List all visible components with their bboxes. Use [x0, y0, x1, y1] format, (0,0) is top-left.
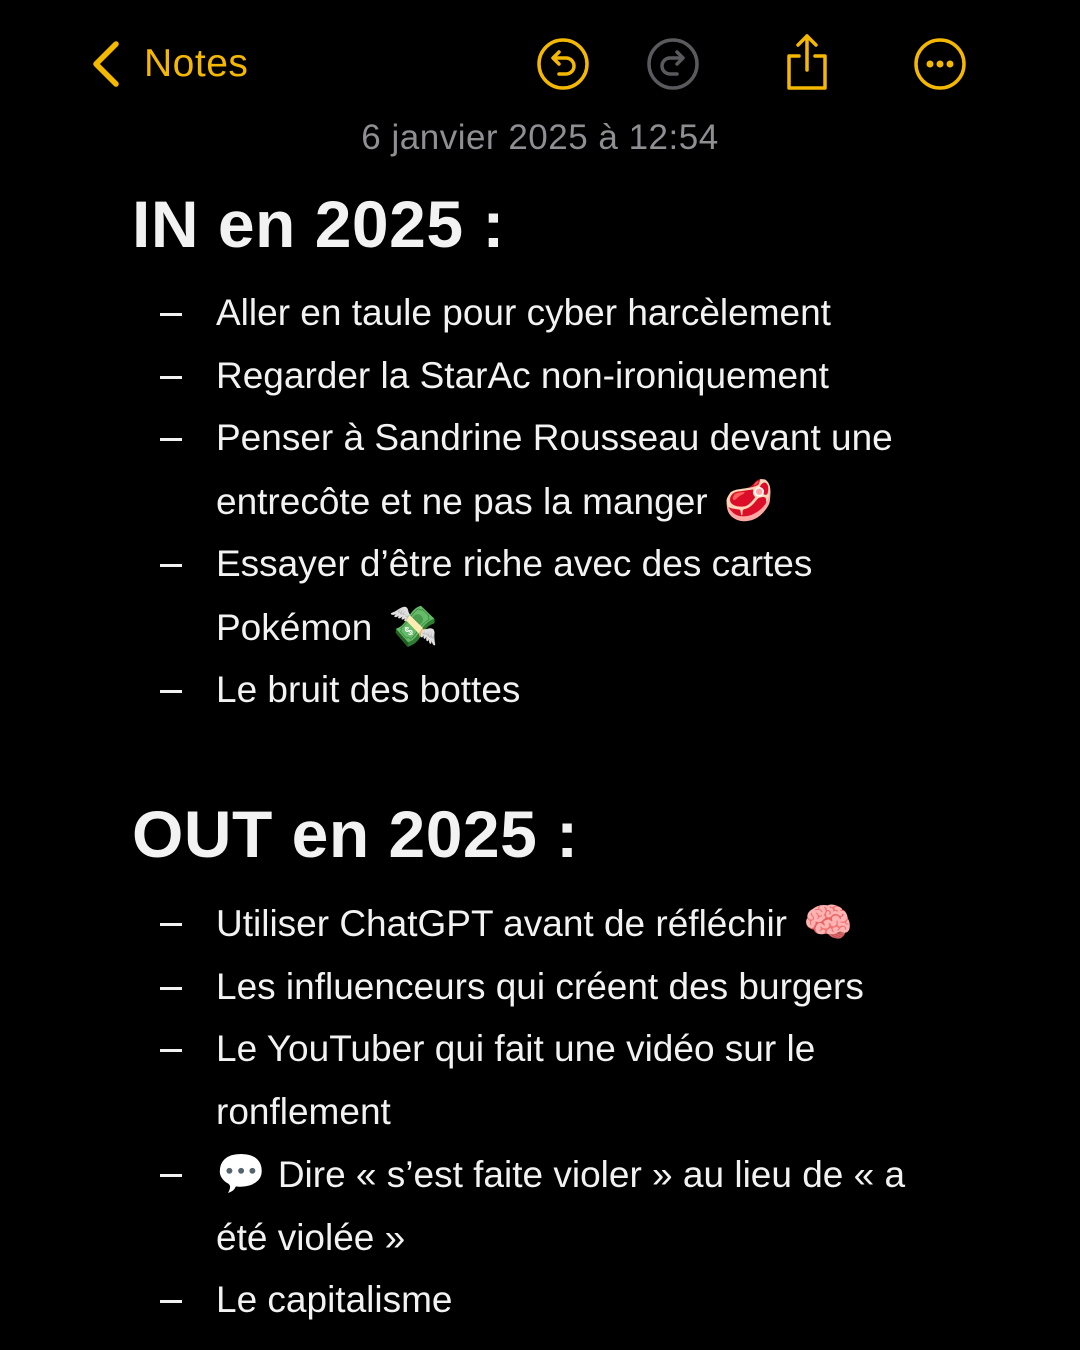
list-item[interactable] — [0, 892, 1080, 956]
more-button[interactable] — [912, 36, 968, 92]
in-section-heading[interactable]: IN en 2025 : — [132, 187, 505, 261]
list-item[interactable] — [0, 282, 1080, 345]
list-item-text: Le bruit des bottes — [216, 669, 521, 710]
list-item-text: Utiliser ChatGPT avant de réfléchir — [216, 903, 787, 944]
list-item[interactable] — [0, 956, 1080, 1019]
list-item-text: Essayer d’être riche avec des cartes Pokémon — [216, 543, 813, 648]
list-item[interactable] — [0, 1018, 1080, 1143]
list-item-text: Le capitalisme — [216, 1279, 453, 1320]
list-item-text: Penser à Sandrine Rousseau devant une entrecôte et ne pas la manger — [216, 417, 893, 522]
redo-icon — [645, 36, 701, 92]
out-section-heading[interactable]: OUT en 2025 : — [132, 797, 579, 871]
list-item[interactable] — [0, 407, 1080, 533]
speech-bubble-emoji: 💬 — [216, 1152, 266, 1196]
redo-button[interactable] — [645, 36, 701, 92]
money-with-wings-emoji: 💸 — [388, 604, 439, 649]
out-list — [0, 892, 1080, 1332]
undo-icon — [535, 36, 591, 92]
in-list — [0, 282, 1080, 722]
share-icon — [779, 32, 835, 92]
list-item[interactable] — [0, 533, 1080, 659]
brain-emoji: 🧠 — [803, 901, 854, 945]
share-button[interactable] — [779, 32, 835, 88]
top-toolbar — [0, 0, 1080, 120]
note-date: 6 janvier 2025 à 12:54 — [361, 118, 719, 157]
undo-button[interactable] — [535, 36, 591, 92]
back-button[interactable] — [88, 36, 248, 92]
list-item-text: Le YouTuber qui fait une vidéo sur le ronflement — [216, 1028, 816, 1132]
list-item-text: Regarder la StarAc non-ironiquement — [216, 354, 829, 396]
list-item-text: Dire « s’est faite violer » au lieu de « a été violée » — [216, 1154, 906, 1258]
list-item[interactable] — [0, 345, 1080, 408]
list-item-text: Les influenceurs qui créent des burgers — [216, 965, 864, 1007]
chevron-left-icon — [88, 38, 124, 90]
list-item[interactable] — [0, 1269, 1080, 1332]
steak-emoji: 🥩 — [723, 478, 774, 523]
list-item[interactable] — [0, 659, 1080, 722]
list-item-text: Aller en taule pour cyber harcèlement — [216, 292, 831, 333]
list-item[interactable] — [0, 1143, 1080, 1269]
back-label: Notes — [144, 42, 249, 85]
more-icon — [912, 36, 968, 92]
